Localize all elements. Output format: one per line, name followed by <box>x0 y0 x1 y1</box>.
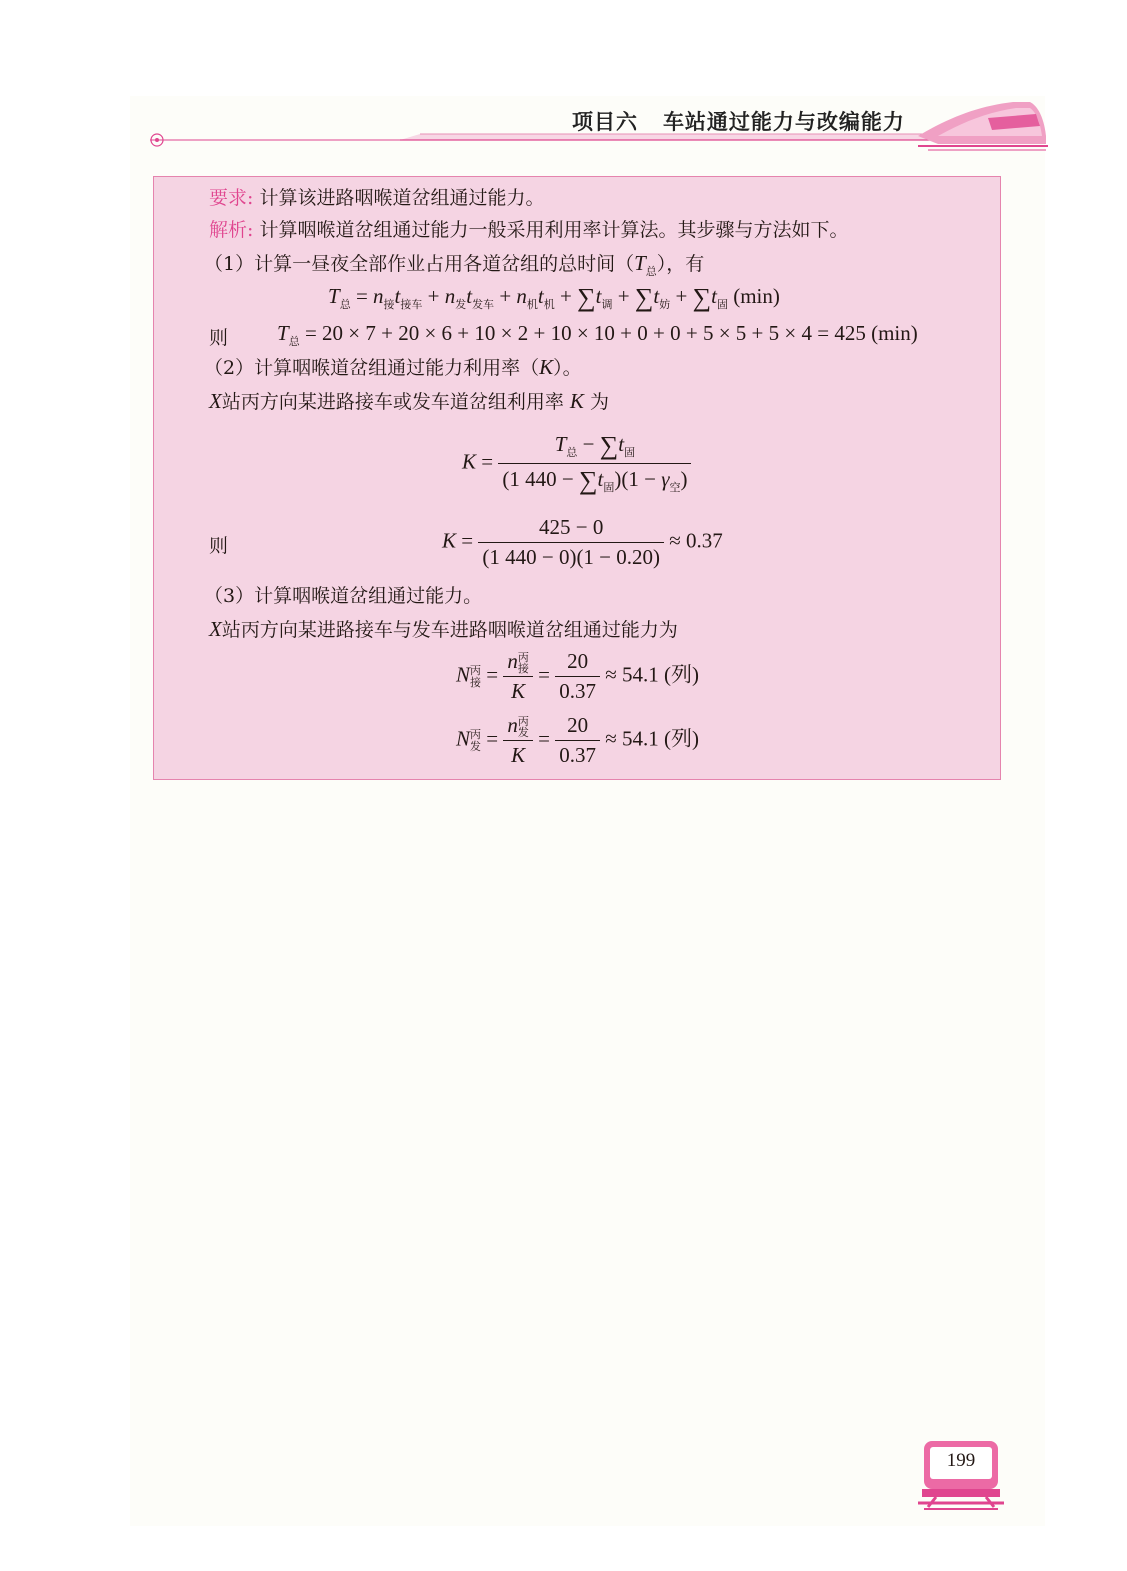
utilization-intro: X站丙方向某进路接车或发车道岔组利用率 K 为 <box>209 389 609 413</box>
formula-total-time: $T_总 = n_接t_{接车} + n_发t_{发车} + n_机t_机 + \sum t_调 + \sum t_妨 + \sum t_固$ (min) <box>328 283 780 312</box>
requirement-text: 计算该进路咽喉道岔组通过能力。 <box>259 187 545 209</box>
then-label-2: 则 <box>209 535 229 557</box>
requirement-label: 要求: <box>209 187 254 209</box>
example-box <box>153 176 1001 780</box>
train-icon <box>918 96 1050 156</box>
requirement-line <box>209 183 544 210</box>
formula-k-general: K = $\frac{T_总 - \sum t_固}{(1 440 - \sum t_固)(1 - \gamma_空)}$ <box>462 431 691 496</box>
step3-line: （3）计算咽喉道岔组通过能力。 <box>204 585 483 607</box>
then-label-1: 则 <box>209 327 229 349</box>
step1-line: （1）计算一昼夜全部作业占用各道岔组的总时间$(T_总)$，有 <box>204 251 705 278</box>
analysis-line <box>209 215 848 242</box>
page-number-badge <box>918 1437 1006 1517</box>
formula-k-values: K = $\frac{425 - 0}{(1 440 - 0)(1 - 0.20)}$ ≈ 0.37 <box>442 515 723 569</box>
formula-total-values: $T_总 = 20 \times 7 + 20 \times 6 + 10 \times 2 + 10 \times 10 + 0 + 0 + 5 \times 5 + 5 \times 4 = 425$ (min) <box>277 321 918 348</box>
formula-n-receive: N 丙 接 = n 丙 接 K = $\frac{20}{0.37}$ ≈ 54.1 (列) <box>456 649 699 704</box>
analysis-text: 计算咽喉道岔组通过能力一般采用利用率计算法。其步骤与方法如下。 <box>259 219 849 241</box>
page-header <box>0 96 1127 166</box>
step2-line: （2）计算咽喉道岔组通过能力利用率（K）。 <box>204 355 582 379</box>
train-front-icon <box>918 1437 1006 1513</box>
page-number: 199 <box>946 1450 976 1471</box>
formula-n-depart: N 丙 发 = n 丙 发 K = $\frac{20}{0.37}$ ≈ 54.1 (列) <box>456 713 699 768</box>
analysis-label: 解析: <box>209 219 254 241</box>
header-title: 项目六 车站通过能力与改编能力 <box>572 110 905 134</box>
capacity-intro: X站丙方向某进路接车与发车进路咽喉道岔组通过能力为 <box>209 617 678 641</box>
